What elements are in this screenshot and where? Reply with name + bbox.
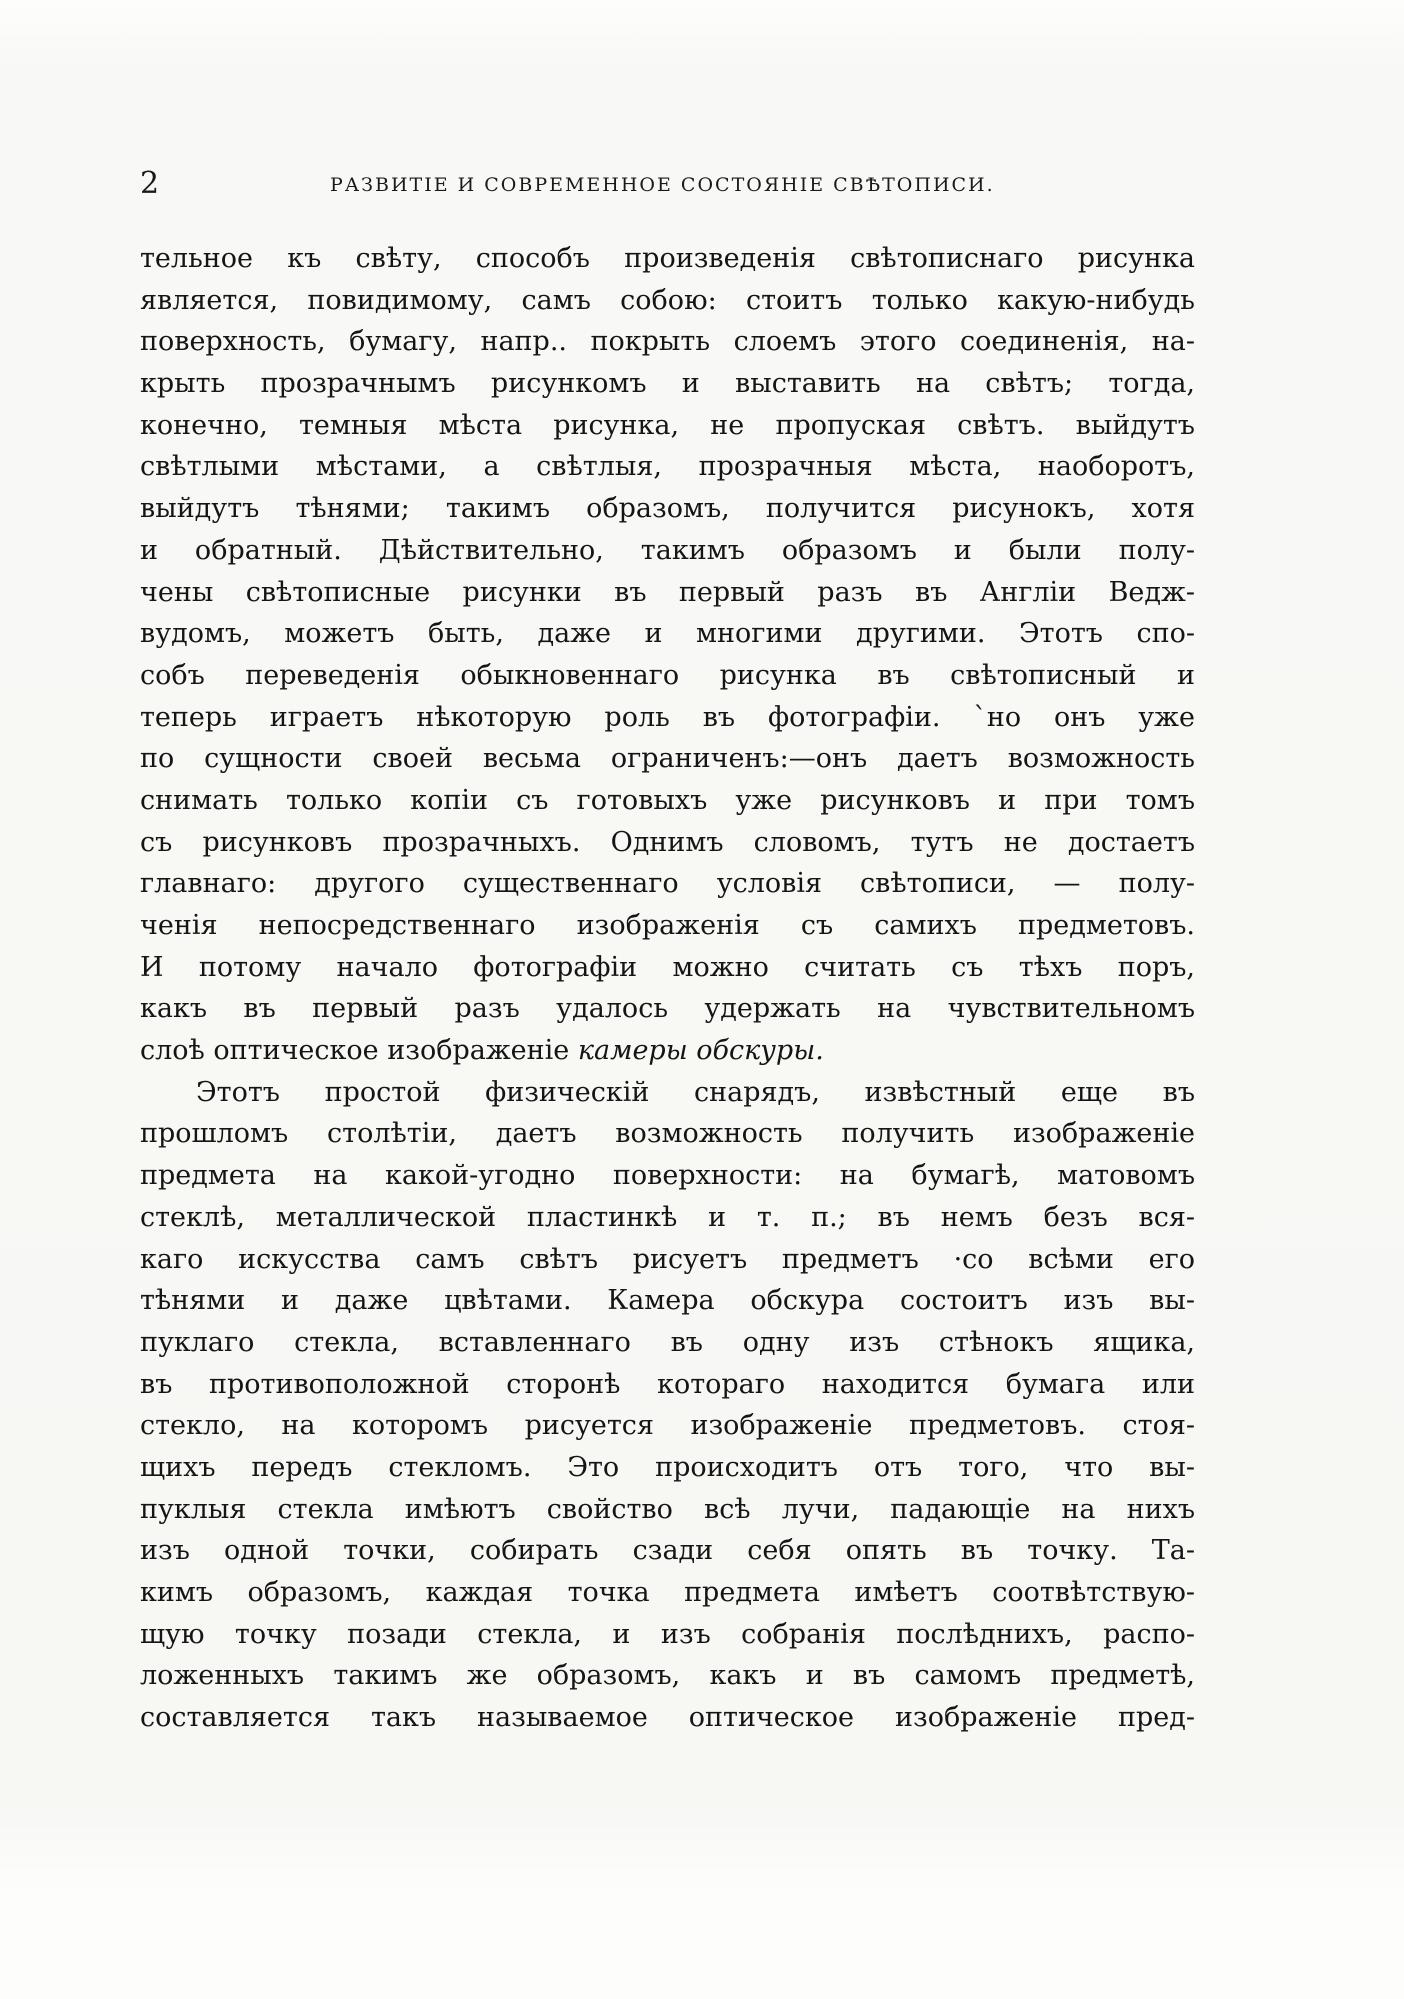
text-line: въ противоположной сторонѣ котораго находится бумага или [140,1368,1195,1400]
text-line: тѣнями и даже цвѣтами. Камера обскура состоитъ изъ вы- [140,1285,1195,1317]
text-line: тельное къ свѣту, способъ произведенія свѣтописнаго рисунка [140,243,1195,274]
text-line: вудомъ, можетъ быть, даже и многими другими. Этотъ спо- [140,618,1195,650]
text-line: щихъ передъ стекломъ. Это происходитъ отъ того, что вы- [140,1451,1195,1483]
text-line-paragraph-end [140,1030,1195,1072]
body-text [140,238,1195,1739]
text-line: какъ въ первый разъ удалось удержать на чувствительномъ [140,993,1195,1025]
text-line: прошломъ столѣтіи, даетъ возможность получить изображеніе [140,1118,1195,1150]
text-run: слоѣ оптическое изображеніе [140,1035,578,1067]
text-line: снимать только копіи съ готовыхъ уже рисунковъ и при томъ [140,784,1195,816]
text-line: собъ переведенія обыкновеннаго рисунка въ свѣтописный и [140,659,1195,691]
text-line: теперь играетъ нѣкоторую роль въ фотографіи. `но онъ уже [140,701,1195,733]
text-line: кимъ образомъ, каждая точка предмета имѣетъ соотвѣтствую- [140,1577,1195,1608]
text-line: пуклаго стекла, вставленнаго въ одну изъ стѣнокъ ящика, [140,1326,1195,1358]
text-line: конечно, темныя мѣста рисунка, не пропуская свѣтъ. выйдутъ [140,409,1195,441]
text-line: И потому начало фотографіи можно считать съ тѣхъ поръ, [140,951,1195,983]
page-number: 2 [140,166,160,201]
text-line: стекло, на которомъ рисуется изображеніе предметовъ. стоя- [140,1410,1195,1442]
text-line: свѣтлыми мѣстами, а свѣтлыя, прозрачныя мѣста, наоборотъ, [140,451,1195,483]
text-line: чены свѣтописные рисунки въ первый разъ въ Англіи Ведж- [140,576,1195,608]
text-line: выйдутъ тѣнями; такимъ образомъ, получится рисунокъ, хотя [140,493,1195,525]
text-line: является, повидимому, самъ собою: стоитъ только какую-нибудь [140,284,1195,316]
text-line: поверхность, бумагу, напр.. покрыть слоемъ этого соединенія, на- [140,326,1195,358]
text-line: главнаго: другого существеннаго условія свѣтописи, — полу- [140,868,1195,900]
italic-term: камеры обскуры. [577,1035,824,1067]
text-line: по сущности своей весьма ограниченъ:—онъ даетъ возможность [140,743,1195,775]
text-line: крыть прозрачнымъ рисункомъ и выставить на свѣтъ; тогда, [140,368,1195,400]
running-head: РАЗВИТІЕ И СОВРЕМЕННОЕ СОСТОЯНІЕ СВѢТОПИСИ. [330,174,995,196]
text-line-paragraph-start: Этотъ простой физическій снарядъ, извѣстный еще въ [196,1076,1195,1108]
text-line: предмета на какой-угодно поверхности: на бумагѣ, матовомъ [140,1160,1195,1192]
text-line: пуклыя стекла имѣютъ свойство всѣ лучи, падающіе на нихъ [140,1493,1195,1525]
text-line: каго искусства самъ свѣтъ рисуетъ предметъ ·со всѣми его [140,1243,1195,1275]
text-line: съ рисунковъ прозрачныхъ. Однимъ словомъ, тутъ не достаетъ [140,826,1195,858]
text-line: стеклѣ, металлической пластинкѣ и т. п.; въ немъ безъ вся- [140,1201,1195,1233]
page-header [140,166,1200,206]
text-line: ложенныхъ такимъ же образомъ, какъ и въ самомъ предметѣ, [140,1660,1195,1692]
text-line: и обратный. Дѣйствительно, такимъ образомъ и были полу- [140,534,1195,566]
text-line: составляется такъ называемое оптическое изображеніе пред- [140,1702,1195,1734]
text-line: изъ одной точки, собирать сзади себя опять въ точку. Та- [140,1535,1195,1567]
text-line: щую точку позади стекла, и изъ собранія послѣднихъ, распо- [140,1618,1195,1650]
text-line: ченія непосредственнаго изображенія съ самихъ предметовъ. [140,910,1195,941]
